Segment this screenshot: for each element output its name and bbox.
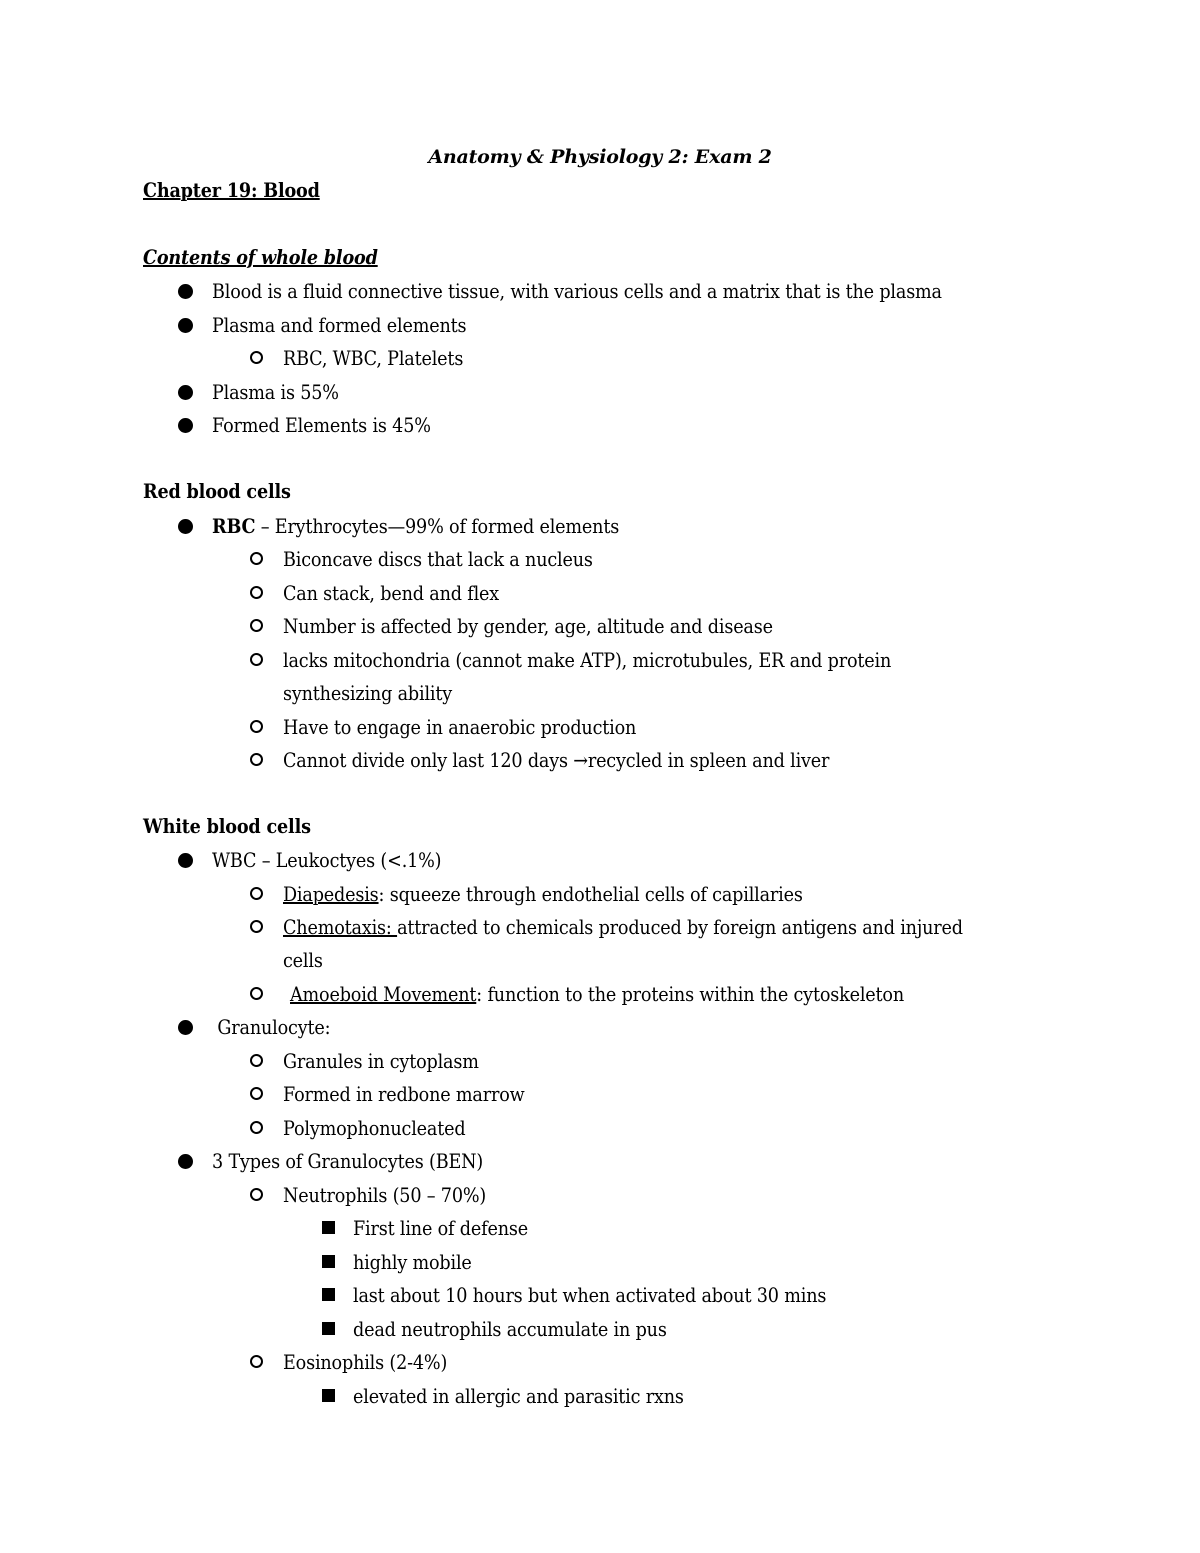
list-item: Polymophonucleated [283,1116,466,1140]
bullet-dot-icon [178,853,193,868]
amoeboid-text: : function to the proteins within the cytoskeleton [476,982,905,1006]
list-item: Eosinophils (2-4%) [283,1350,448,1374]
bullet-circle-icon [250,619,263,632]
bullet-circle-icon [250,1188,263,1201]
list-item [212,513,619,539]
list-item: lacks mitochondria (cannot make ATP), microtubules, ER and protein [283,648,892,672]
bullet-dot-icon [178,284,193,299]
list-item: Granules in cytoplasm [283,1049,479,1073]
bullet-square-icon [322,1389,335,1402]
list-item: Number is affected by gender, age, altitude and disease [283,614,773,638]
bullet-circle-icon [250,753,263,766]
diapedesis-text: : squeeze through endothelial cells of capillaries [378,882,803,906]
bullet-circle-icon [250,586,263,599]
list-item-continuation: synthesizing ability [283,681,453,705]
list-item: elevated in allergic and parasitic rxns [353,1384,684,1408]
amoeboid-term: Amoeboid Movement [290,982,477,1006]
bullet-circle-icon [250,351,263,364]
bullet-circle-icon [250,720,263,733]
contents-heading: Contents of whole blood [143,245,378,269]
list-item: Biconcave discs that lack a nucleus [283,547,593,571]
list-item: Cannot divide only last 120 days →recycled in spleen and liver [283,748,830,772]
list-item: 3 Types of Granulocytes (BEN) [212,1149,484,1173]
list-item: last about 10 hours but when activated about 30 mins [353,1283,827,1307]
bullet-square-icon [322,1322,335,1335]
list-item: Formed Elements is 45% [212,413,431,437]
chapter-heading: Chapter 19: Blood [143,178,320,202]
bullet-circle-icon [250,1355,263,1368]
bullet-square-icon [322,1255,335,1268]
bullet-dot-icon [178,318,193,333]
bullet-circle-icon [250,653,263,666]
list-item: Can stack, bend and flex [283,581,500,605]
bullet-circle-icon [250,887,263,900]
document-title: Anatomy & Physiology 2: Exam 2 [428,146,772,168]
list-item [290,981,904,1007]
bullet-dot-icon [178,519,193,534]
bullet-square-icon [322,1288,335,1301]
list-item-continuation: cells [283,948,323,972]
bullet-dot-icon [178,1154,193,1169]
list-item: dead neutrophils accumulate in pus [353,1317,667,1341]
rbc-lead-text: – Erythrocytes—99% of formed elements [255,514,620,538]
rbc-heading: Red blood cells [143,479,291,503]
chemotaxis-text: attracted to chemicals produced by foreign antigens and injured [397,915,963,939]
bullet-square-icon [322,1221,335,1234]
list-item: Plasma is 55% [212,380,339,404]
bullet-circle-icon [250,1087,263,1100]
bullet-circle-icon [250,920,263,933]
bullet-circle-icon [250,987,263,1000]
bullet-circle-icon [250,1121,263,1134]
list-item: highly mobile [353,1250,472,1274]
list-item: Have to engage in anaerobic production [283,715,637,739]
bullet-circle-icon [250,552,263,565]
chemotaxis-term: Chemotaxis: [283,915,398,939]
list-item: WBC – Leukoctyes (<.1%) [212,848,442,872]
list-item: Granulocyte: [212,1015,331,1039]
list-item: Plasma and formed elements [212,313,467,337]
bullet-dot-icon [178,385,193,400]
list-item [283,881,803,907]
list-item: RBC, WBC, Platelets [283,346,464,370]
list-item: Formed in redbone marrow [283,1082,525,1106]
bullet-dot-icon [178,1020,193,1035]
list-item: Neutrophils (50 – 70%) [283,1183,487,1207]
diapedesis-term: Diapedesis [283,882,379,906]
list-item: Blood is a fluid connective tissue, with various cells and a matrix that is the plasma [212,279,942,303]
list-item: First line of defense [353,1216,528,1240]
bullet-circle-icon [250,1054,263,1067]
rbc-term: RBC [212,514,256,538]
wbc-heading: White blood cells [143,814,311,838]
list-item [283,914,963,940]
bullet-dot-icon [178,418,193,433]
